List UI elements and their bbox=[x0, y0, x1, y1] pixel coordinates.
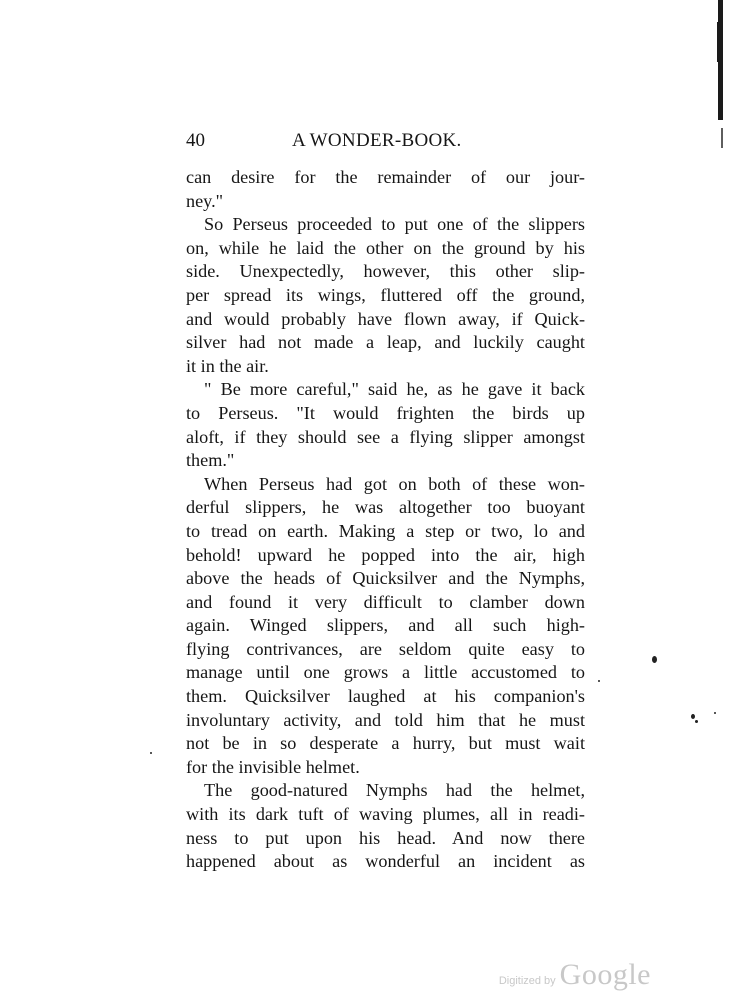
text-line: silver had not made a leap, and luckily caught bbox=[186, 332, 585, 353]
text-line: flying contrivances, are seldom quite easy to bbox=[186, 638, 585, 659]
text-line: happened about as wonderful an incident as bbox=[186, 851, 585, 872]
text-line: manage until one grows a little accustomed to bbox=[186, 662, 585, 683]
text-line: above the heads of Quicksilver and the Nymphs, bbox=[186, 568, 585, 589]
text-line: aloft, if they should see a flying slipper amongst bbox=[186, 426, 585, 447]
scan-speck bbox=[714, 712, 716, 714]
text-line: not be in so desperate a hurry, but must wait bbox=[186, 733, 585, 754]
text-line: to tread on earth. Making a step or two, lo and bbox=[186, 520, 585, 541]
page-header bbox=[186, 128, 586, 154]
text-line: can desire for the remainder of our jour- bbox=[186, 167, 585, 187]
text-line: for the invisible helmet. bbox=[186, 756, 360, 777]
text-line: it in the air. bbox=[186, 355, 269, 376]
text-line: with its dark tuft of waving plumes, all in readi- bbox=[186, 804, 585, 825]
watermark-prefix: Digitized by bbox=[498, 975, 556, 987]
scan-speck bbox=[691, 714, 695, 719]
scan-speck bbox=[598, 680, 600, 682]
scan-speck bbox=[695, 720, 698, 723]
running-title: A WONDER-BOOK. bbox=[292, 130, 462, 151]
scan-speck bbox=[652, 656, 657, 663]
scan-speck bbox=[150, 752, 152, 754]
page-number: 40 bbox=[186, 130, 205, 151]
text-line: and found it very difficult to clamber down bbox=[186, 591, 585, 612]
text-line: ney." bbox=[186, 190, 224, 211]
page-edge-shadow bbox=[717, 22, 720, 62]
page-edge-shadow bbox=[721, 128, 723, 148]
text-line: derful slippers, he was altogether too buoyant bbox=[186, 497, 585, 518]
text-line: When Perseus had got on both of these won- bbox=[204, 473, 585, 494]
text-line: again. Winged slippers, and all such high- bbox=[186, 615, 585, 636]
digitized-watermark bbox=[499, 958, 651, 992]
text-line: behold! upward he popped into the air, high bbox=[186, 544, 585, 565]
text-line: ness to put upon his head. And now there bbox=[186, 827, 585, 848]
text-line: The good-natured Nymphs had the helmet, bbox=[204, 780, 585, 801]
text-line: them. Quicksilver laughed at his companion's bbox=[186, 686, 585, 707]
watermark-logo: Google bbox=[559, 958, 651, 991]
text-line: " Be more careful," said he, as he gave it back bbox=[204, 379, 585, 400]
text-line: per spread its wings, fluttered off the ground, bbox=[186, 284, 585, 305]
text-line: side. Unexpectedly, however, this other slip- bbox=[186, 261, 585, 282]
text-line: So Perseus proceeded to put one of the slippers bbox=[204, 214, 585, 235]
text-line: to Perseus. "It would frighten the birds up bbox=[186, 402, 585, 423]
text-line: them." bbox=[186, 450, 235, 471]
body-text bbox=[186, 166, 585, 874]
text-line: on, while he laid the other on the ground by his bbox=[186, 237, 585, 258]
text-line: involuntary activity, and told him that he must bbox=[186, 709, 585, 730]
text-line: and would probably have flown away, if Quick- bbox=[186, 308, 585, 329]
